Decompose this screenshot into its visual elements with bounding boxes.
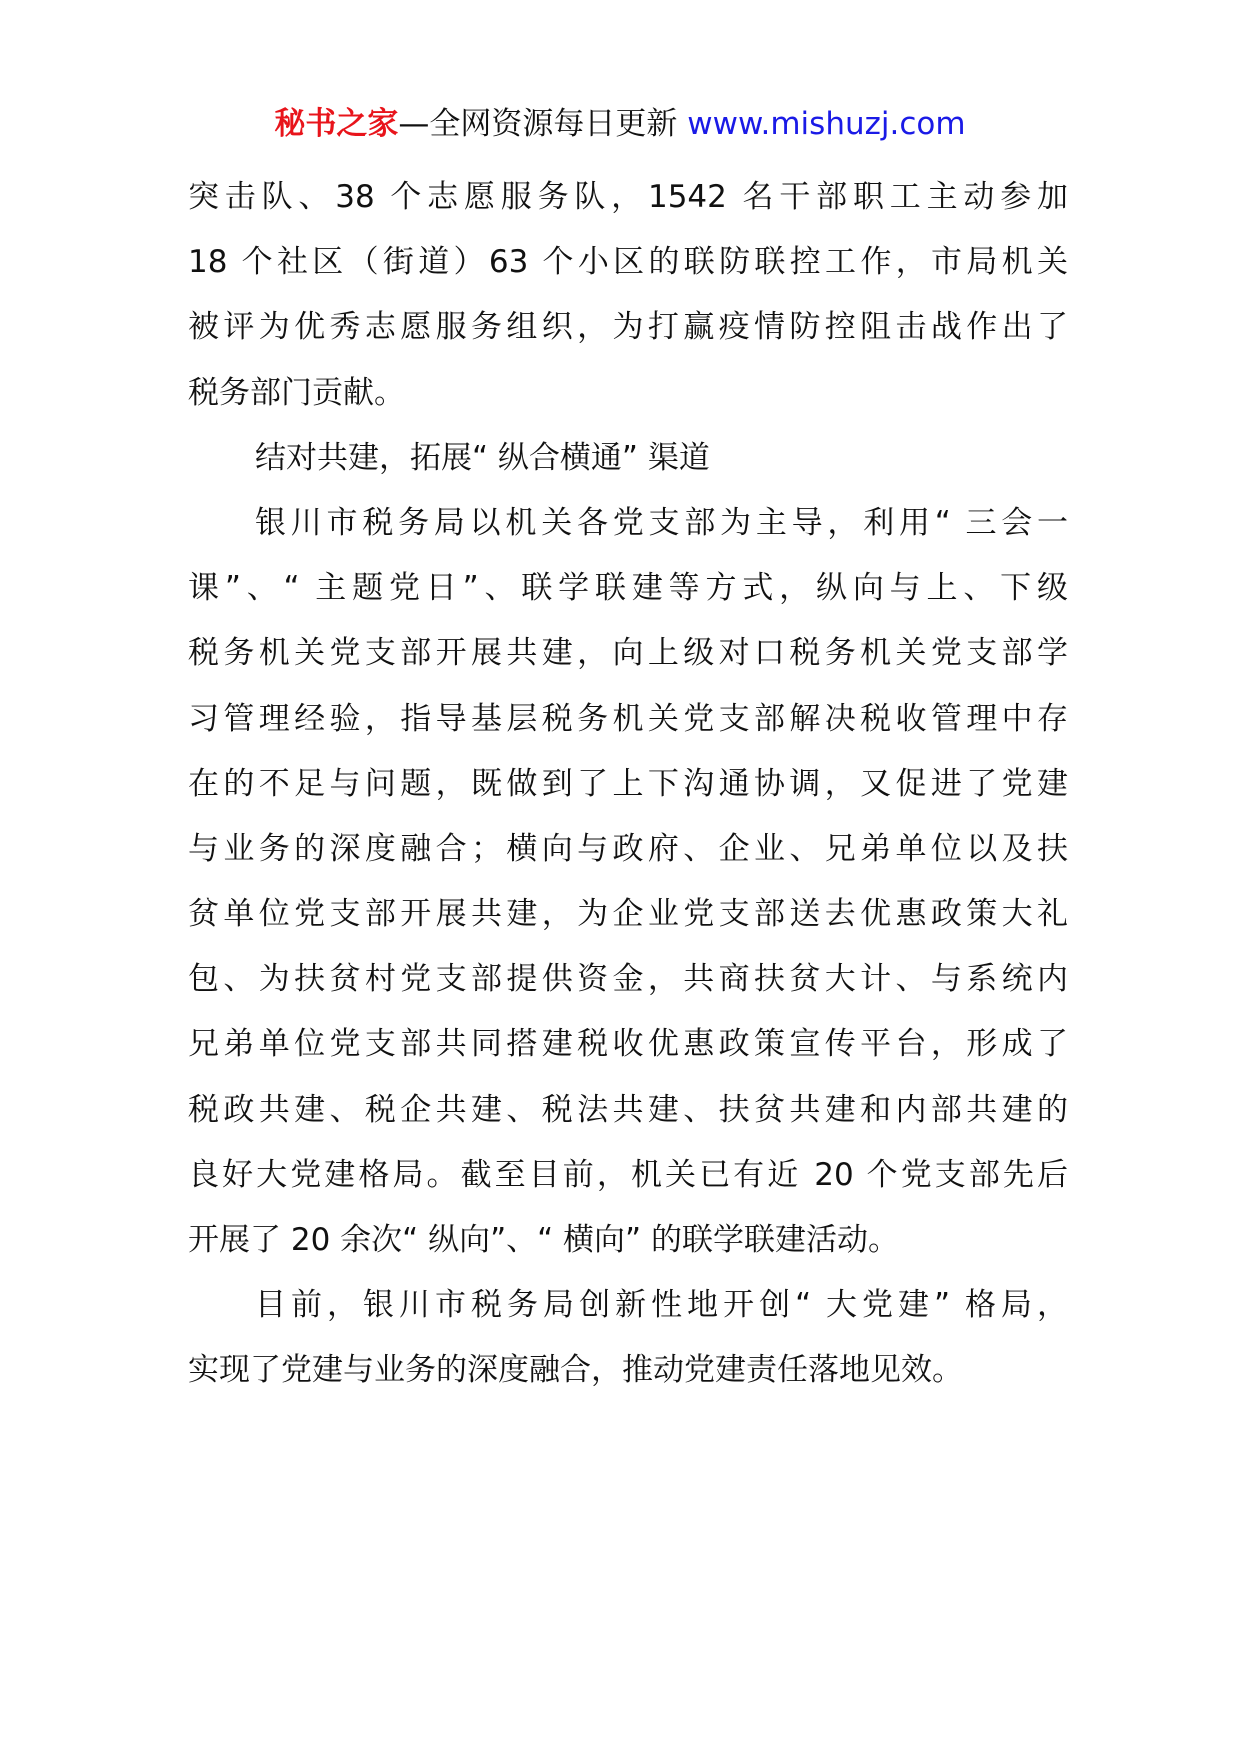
- site-url-link[interactable]: www.mishuzj.com: [687, 106, 966, 142]
- section-heading: 结对共建，拓展“ 纵合横通” 渠道: [255, 439, 710, 476]
- text-line: 在的不足与问题，既做到了上下沟通协调，又促进了党建: [188, 765, 1068, 802]
- text-line: 实现了党建与业务的深度融合，推动党建责任落地见效。: [188, 1352, 963, 1389]
- text-line: 被评为优秀志愿服务组织，为打赢疫情防控阻击战作出了: [188, 309, 1068, 346]
- text-line: 贫单位党支部开展共建，为企业党支部送去优惠政策大礼: [188, 896, 1068, 933]
- text-line: 税务部门贡献。: [188, 374, 405, 411]
- text-line: 18 个社区（街道）63 个小区的联防联控工作，市局机关: [188, 244, 1068, 281]
- text-line: 习管理经验，指导基层税务机关党支部解决税收管理中存: [188, 700, 1068, 737]
- text-line: 突击队、38 个志愿服务队，1542 名干部职工主动参加: [188, 179, 1068, 215]
- text-line: 银川市税务局以机关各党支部为主导，利用“ 三会一: [255, 504, 1068, 541]
- site-brand: 秘书之家: [274, 106, 399, 142]
- text-line: 开展了 20 余次“ 纵向”、“ 横向” 的联学联建活动。: [188, 1222, 899, 1258]
- document-body: [188, 165, 1068, 1404]
- site-banner: [0, 102, 1240, 146]
- site-tagline: —全网资源每日更新: [398, 106, 688, 142]
- text-line: 目前，银川市税务局创新性地开创“ 大党建” 格局，: [255, 1287, 1068, 1324]
- text-line: 与业务的深度融合；横向与政府、企业、兄弟单位以及扶: [188, 830, 1068, 867]
- text-line: 课”、“ 主题党日”、联学联建等方式，纵向与上、下级: [188, 570, 1068, 607]
- text-line: 税政共建、税企共建、税法共建、扶贫共建和内部共建的: [188, 1091, 1068, 1128]
- text-line: 包、为扶贫村党支部提供资金，共商扶贫大计、与系统内: [188, 961, 1068, 998]
- text-line: 税务机关党支部开展共建，向上级对口税务机关党支部学: [188, 635, 1068, 672]
- text-line: 兄弟单位党支部共同搭建税收优惠政策宣传平台，形成了: [188, 1026, 1068, 1063]
- text-line: 良好大党建格局。截至目前，机关已有近 20 个党支部先后: [188, 1156, 1068, 1193]
